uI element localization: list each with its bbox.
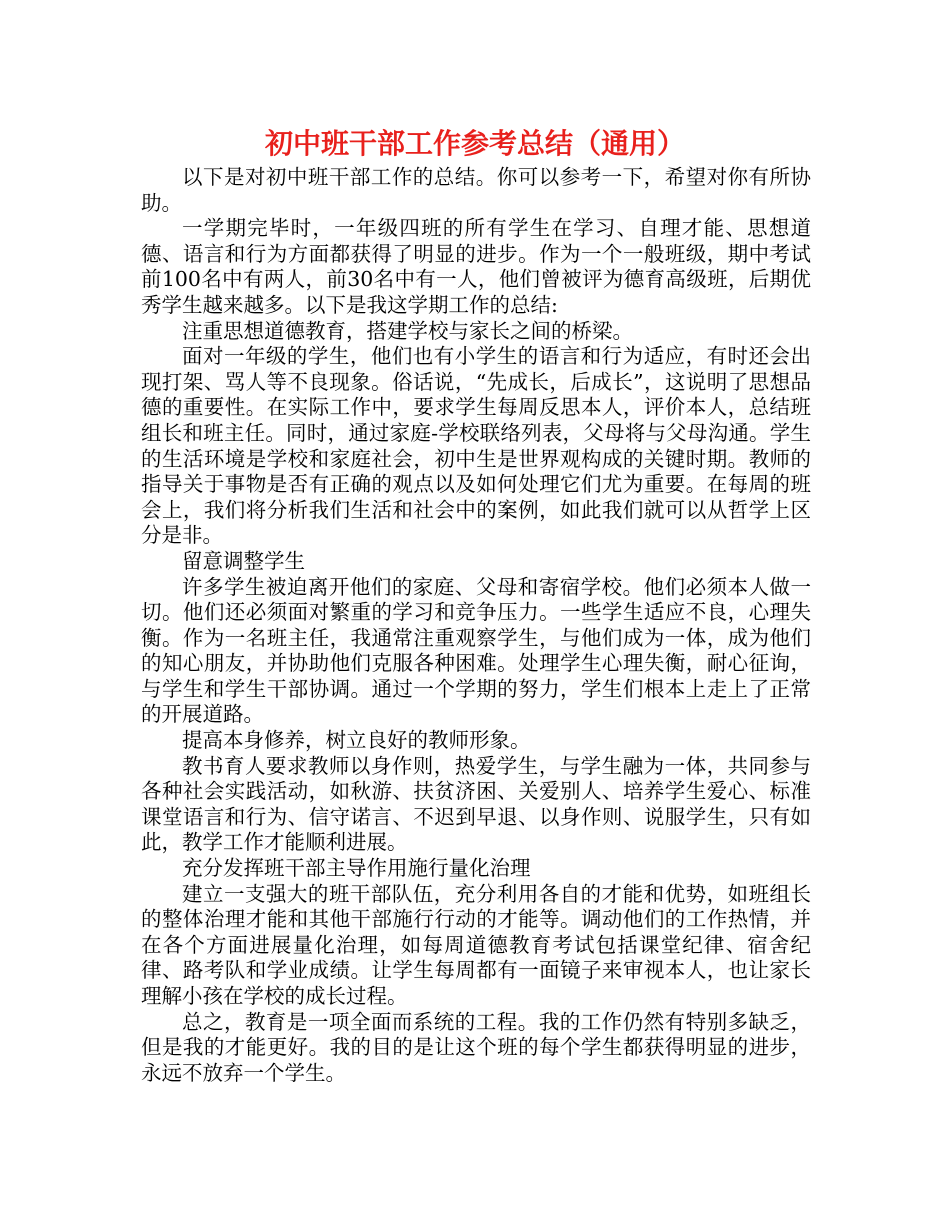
paragraph-moral-education: 面对一年级的学生，他们也有小学生的语言和行为适应，有时还会出现打架、骂人等不良现象。俗话说，“先成长，后成长”，这说明了思想品德的重要性。在实际工作中，要求学生每周反思本人，评价本人，总结班组长和班主任。同时，通过家庭-学校联络列表，父母将与父母沟通。学生的生活环境是学校和家庭社会，初中生是世界观构成的关键时期。教师的指导关于事物是否有正确的观点以及如何处理它们尤为重要。在每周的班会上，我们将分析我们生活和社会中的案例，如此我们就可以从哲学上区分是非。 bbox=[141, 344, 811, 548]
paragraph-intro: 以下是对初中班干部工作的总结。你可以参考一下，希望对你有所协助。 bbox=[141, 165, 811, 215]
paragraph-class-cadres: 建立一支强大的班干部队伍，充分利用各自的才能和优势，如班组长的整体治理才能和其他干部施行行动的才能等。调动他们的工作热情，并在各个方面进展量化治理，如每周道德教育考试包括课堂纪律、宿舍纪律、路考队和学业成绩。让学生每周都有一面镜子来审视本人，也让家长理解小孩在学校的成长过程。 bbox=[141, 881, 811, 1008]
heading-student-adjustment: 留意调整学生 bbox=[182, 548, 305, 573]
paragraph-conclusion: 总之，教育是一项全面而系统的工程。我的工作仍然有特别多缺乏，但是我的才能更好。我的目的是让这个班的每个学生都获得明显的进步，永远不放弃一个学生。 bbox=[141, 1009, 811, 1085]
heading-self-cultivation: 提高本身修养，树立良好的教师形象。 bbox=[182, 728, 531, 753]
paragraph-self-cultivation: 教书育人要求教师以身作则，热爱学生，与学生融为一体，共同参与各种社会实践活动，如秋游、扶贫济困、关爱别人、培养学生爱心、标准课堂语言和行为、信守诺言、不迟到早退、以身作则、说服学生，只有如此，教学工作才能顺利进展。 bbox=[141, 753, 811, 855]
paragraph-overview: 一学期完毕时，一年级四班的所有学生在学习、自理才能、思想道德、语言和行为方面都获得了明显的进步。作为一个一般班级，期中考试前100名中有两人，前30名中有一人，他们曾被评为德育高级班，后期优秀学生越来越多。以下是我这学期工作的总结: bbox=[141, 216, 811, 317]
paragraph-student-adjustment: 许多学生被迫离开他们的家庭、父母和寄宿学校。他们必须本人做一切。他们还必须面对繁重的学习和竞争压力。一些学生适应不良，心理失衡。作为一名班主任，我通常注重观察学生，与他们成为一体，成为他们的知心朋友，并协助他们克服各种困难。处理学生心理失衡，耐心征询，与学生和学生干部协调。通过一个学期的努力，学生们根本上走上了正常的开展道路。 bbox=[141, 574, 811, 727]
heading-moral-education: 注重思想道德教育，搭建学校与家长之间的桥梁。 bbox=[182, 318, 633, 343]
heading-class-cadres: 充分发挥班干部主导作用施行量化治理 bbox=[182, 856, 531, 881]
document-title: 初中班干部工作参考总结（通用） bbox=[264, 127, 685, 160]
document-body bbox=[141, 165, 811, 1086]
